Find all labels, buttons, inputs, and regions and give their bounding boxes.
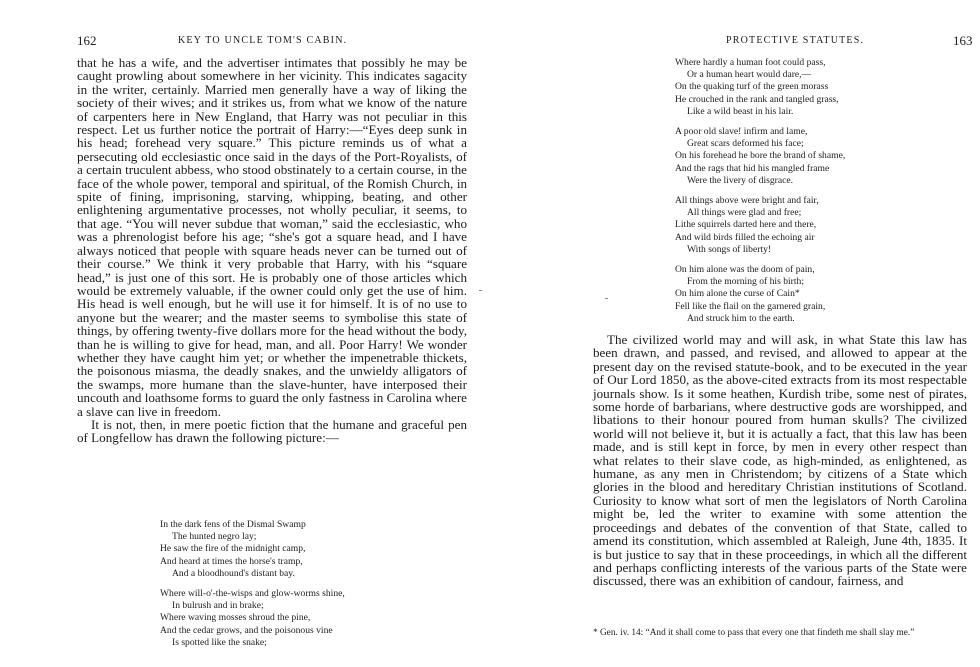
poem-line: Lithe squirrels darted here and there, xyxy=(675,219,817,231)
poem-line: And heard at times the horse's tramp, xyxy=(160,555,303,567)
poem-line: The hunted negro lay; xyxy=(172,531,257,543)
margin-mark xyxy=(479,290,482,291)
poem-line: Great scars deformed his face; xyxy=(687,138,804,150)
poem-line: And wild birds filled the echoing air xyxy=(675,231,815,243)
left-body-text xyxy=(77,56,467,445)
poem-line: All things were glad and free; xyxy=(687,207,802,219)
paragraph: The civilized world may and will ask, in what State this law has been drawn, and passed, and revised, and allowed to appear at the present day on the revised statute-book, and to be executed in the year of Our Lord 1850, as the above-cited extracts from its most respectable journals show. Is it some heathen, Kurdish tribe, some nest of pirates, some horde of barbarians, where destructive gods are worshipped, and libations to their honour poured from human skulls? The civilized world will not believe it, but it is actually a fact, that this law has been made, and is still kept in force, by men in every other respect than what relates to their slave code, as high-minded, as enlightened, as humane, as any men in Christendom; by citizens of a State which glories in the blood and hereditary Christian institutions of Scotland. Curiosity to know what sort of men the legislators of North Carolina might be, led the writer to examine with some attention the proceedings and debates of the convention of that State, called to amend its constitution, which assembled at Raleigh, June 4th, 1835. It is but justice to say that in these proceedings, in which all the different and perhaps conflicting interests of the various parts of the State were discussed, there was an exhibition of candour, fairness, and xyxy=(593,332,967,589)
margin-mark xyxy=(605,298,608,299)
page-number: 163 xyxy=(953,33,973,48)
paragraph: that he has a wife, and the advertiser intimates that possibly he may be caught prowling about somewhere in her vicinity. This indicates sagacity in the writer, certainly. Married men generally have a way of liking the society of their wives; and it strikes us, from what we know of the nature of carpenters here in New England, that Harry was not peculiar in this respect. Let us further notice the portrait of Harry:—“Eyes deep sunk in his head; forehead very square.” This picture reminds us of what a persecuting old ecclesiastic once said in the days of the Port-Royalists, of a certain truculent abbess, who stood obstinately to a certain course, in the face of the whole power, temporal and spiritual, of the Romish Church, in spite of fining, imprisoning, starving, whipping, beating, and other enlightening argumentative processes, not wholly peculiar, it seems, to that age. “You will never subdue that woman,” said the ecclesiastic, who was a phrenologist before his age; “she's got a square head, and I have always noticed that people with square heads never can be turned out of their course.” We think it very probable that Harry, with his “square head,” is just one of this sort. He is probably one of those articles which would be extremely valuable, if the owner could only get the use of him. His head is well enough, but he will use it for himself. It is of no use to anyone but the wearer; and the master seems to symbolise this state of things, by offering twenty-five dollars more for the head without the body, than he is willing to give for head, man, and all. Poor Harry! We wonder whether they have caught him yet; or whether the impenetrable thickets, the poisonous miasma, the deadly snakes, and the unwieldy alligators of the swamps, more humane than the slave-hunter, have interposed their uncouth and loathsome forms to guard the only fastness in Carolina where a slave can live in freedom. xyxy=(77,55,467,419)
poem-line: Where will-o'-the-wisps and glow-worms shine, xyxy=(160,588,345,600)
poem-line: From the morning of his birth; xyxy=(687,276,804,288)
poem-line: Were the livery of disgrace. xyxy=(687,174,794,186)
running-head: KEY TO UNCLE TOM'S CABIN. xyxy=(178,35,348,46)
poem-line: Fell like the flail on the garnered grain, xyxy=(675,300,826,312)
poem-stanza xyxy=(160,519,460,580)
poem-line: On his forehead he bore the brand of shame, xyxy=(675,150,846,162)
poem-line: On him alone the curse of Cain* xyxy=(675,288,800,300)
poem-stanza xyxy=(160,588,460,649)
footnote: * Gen. iv. 14: “And it shall come to pass that every one that findeth me shall slay me.” xyxy=(593,628,915,638)
poem-line: With songs of liberty! xyxy=(687,243,772,255)
poem-stanza xyxy=(675,126,965,187)
poem-line: Like a wild beast in his lair. xyxy=(687,105,794,117)
poem-line: And struck him to the earth. xyxy=(687,312,795,324)
poem-stanza xyxy=(675,264,965,325)
poem xyxy=(675,57,965,333)
right-body-text xyxy=(593,333,967,588)
poem-line: And the rags that hid his mangled frame xyxy=(675,162,830,174)
poem-line: A poor old slave! infirm and lame, xyxy=(675,126,808,138)
poem-line: And the cedar grows, and the poisonous vine xyxy=(160,624,333,636)
paragraph: It is not, then, in mere poetic fiction that the humane and graceful pen of Longfellow has drawn the following picture:— xyxy=(77,416,467,446)
poem-line: In bulrush and in brake; xyxy=(172,600,264,612)
poem-stanza xyxy=(675,57,965,118)
page-number: 162 xyxy=(77,33,97,48)
poem-line: He saw the fire of the midnight camp, xyxy=(160,543,306,555)
poem-line: He crouched in the rank and tangled grass, xyxy=(675,93,839,105)
running-head: PROTECTIVE STATUTES. xyxy=(726,35,865,46)
poem-line: Where waving mosses shroud the pine, xyxy=(160,612,311,624)
poem-line: Where hardly a human foot could pass, xyxy=(675,57,826,68)
right-page xyxy=(490,0,980,667)
poem-line: And a bloodhound's distant bay. xyxy=(172,567,295,579)
poem-line: On him alone was the doom of pain, xyxy=(675,264,815,276)
poem-line: On the quaking turf of the green morass xyxy=(675,81,829,93)
poem-line: All things above were bright and fair, xyxy=(675,195,819,207)
poem-line: Is spotted like the snake; xyxy=(172,636,267,648)
poem-stanza xyxy=(675,195,965,256)
poem xyxy=(160,519,460,657)
poem-line: Or a human heart would dare,— xyxy=(687,69,812,81)
poem-line: In the dark fens of the Dismal Swamp xyxy=(160,519,306,530)
